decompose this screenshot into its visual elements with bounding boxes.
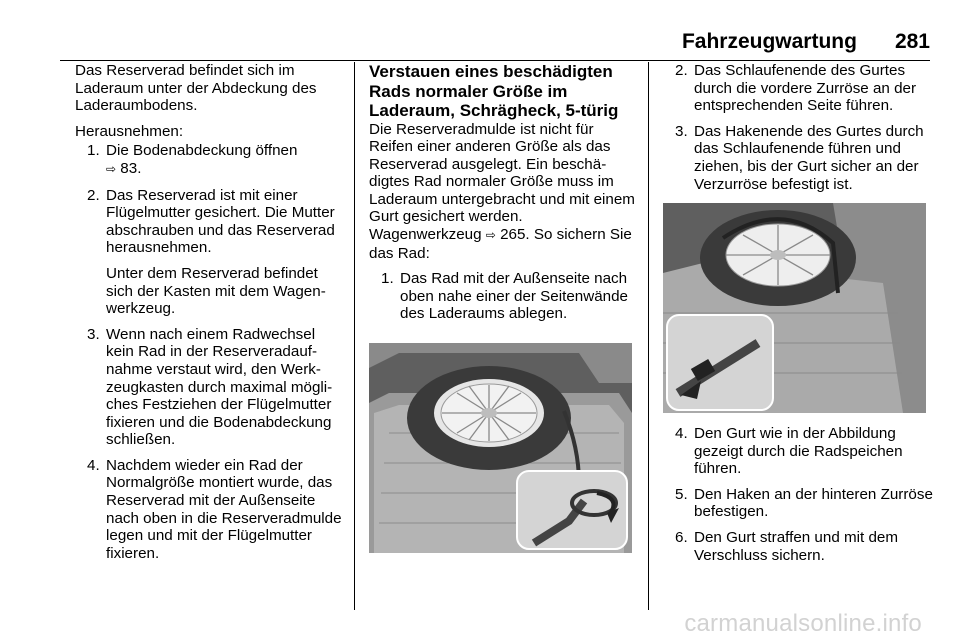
- page-reference[interactable]: 265.: [500, 226, 530, 244]
- header-rule: [60, 60, 930, 61]
- page-number: 281: [894, 30, 930, 53]
- column-1: [75, 62, 345, 570]
- wheel-trunk-illustration: [369, 343, 632, 553]
- intro-text: Die Reserveradmulde ist nicht für Reifen einer anderen Größe als das Reserverad ausgelegt. Ein beschädigtes Rad normaler Größe muss im Laderaum untergebracht und mit einem Gurt gesichert werden. Wagenwerkzeug ⇨ 265. So sichern Sie das Rad:: [369, 120, 635, 262]
- column-3-lower: [663, 425, 933, 572]
- figure-strap-spokes: [663, 203, 926, 413]
- intro-text: Das Reserverad befindet sich im Laderaum unter der Abdeckung des Laderaumbodens.: [75, 62, 317, 115]
- section-heading: Verstauen eines beschädigten Rads normaler Größe im Laderaum, Schrägheck, 5-türig: [369, 62, 619, 120]
- page-reference[interactable]: 83.: [120, 159, 142, 177]
- list-item: 3. Das Hakenende des Gurtes durch das Schlaufenende führen und ziehen, bis der Gurt sicher an der Verzurröse befestigt ist.: [675, 122, 924, 193]
- storage-steps: [369, 270, 637, 323]
- page-reference-arrow-icon: ⇨: [485, 228, 496, 243]
- column-2: [369, 62, 637, 331]
- watermark: carmanualsonline.info: [684, 610, 922, 637]
- column-divider-2: [648, 62, 649, 610]
- storage-steps-continued: [663, 62, 933, 193]
- figure-wheel-trunk: [369, 343, 632, 553]
- section-label: Herausnehmen:: [75, 122, 184, 140]
- page-header: [30, 30, 930, 60]
- storage-steps-final: [663, 425, 933, 564]
- list-item: 6. Den Gurt straffen und mit dem Verschluss sichern.: [675, 528, 899, 564]
- list-item: 2. Das Schlaufenende des Gurtes durch die vordere Zurröse an der entsprechenden Seite führen.: [675, 62, 917, 115]
- list-item: 3. Wenn nach einem Radwechsel kein Rad in der Reserveradaufnahme verstaut wird, den Werkzeugkasten durch maximal mögliches Festziehen der Flügelmutter fixieren und die Bodenabdeckung schließen.: [87, 325, 333, 449]
- header-title: Fahrzeugwartung: [681, 30, 857, 53]
- column-divider-1: [354, 62, 355, 610]
- page-reference-arrow-icon: ⇨: [106, 161, 117, 176]
- list-item: 2. Das Reserverad ist mit einer Flügelmutter gesichert. Die Mutter abschrauben und das Reserverad herausnehmen. Unter dem Reserverad befindet sich der Kasten mit dem Wagenwerkzeug.: [87, 186, 335, 318]
- list-item: 4. Den Gurt wie in der Abbildung gezeigt durch die Radspeichen führen.: [675, 425, 903, 478]
- strap-illustration: [663, 203, 926, 413]
- list-item: 1. Die Bodenabdeckung öffnen ⇨ 83.: [87, 142, 298, 177]
- list-item: 1. Das Rad mit der Außenseite nach oben nahe einer der Seitenwände des Laderaums ablegen.: [381, 270, 628, 323]
- list-item: 5. Den Haken an der hinteren Zurröse befestigen.: [675, 485, 933, 521]
- column-3: [663, 62, 933, 201]
- list-item: 4. Nachdem wieder ein Rad der Normalgröße montiert wurde, das Reserverad mit der Außenseite nach oben in die Reserveradmulde legen und mit der Flügelmutter fixieren.: [87, 456, 342, 562]
- removal-steps: [75, 142, 345, 562]
